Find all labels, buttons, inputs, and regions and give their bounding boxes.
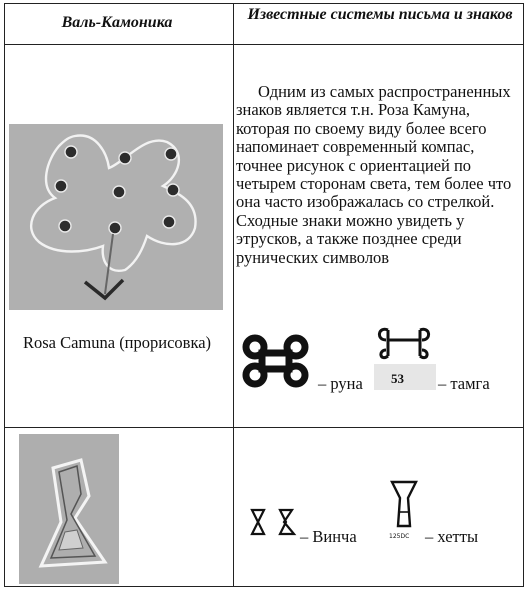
hittite-code: 125DC [389, 533, 410, 540]
header-left: Валь-Камоника [61, 14, 173, 31]
rosa-camuna-description: Одним из самых распространенных знаков является т.н. Роза Камуна, которая по своему виду более всего напоминает современный компас, точнее рисунок с ориентацией по четырем сторонам света, тем более что она часто изображалась со стрелкой. Сходные знаки можно увидеть у этрусков, а также позднее среди рунических символов [236, 82, 512, 267]
tamga-label: – тамга [438, 374, 490, 393]
hittite-label: – хетты [425, 527, 479, 546]
hittite-sign-icon [388, 478, 420, 532]
vincha-label: – Винча [300, 527, 357, 546]
vincha-signs-icon [250, 508, 304, 536]
rune-quatrefoil-icon [240, 332, 314, 390]
header-right: Известные системы письма и знаков [247, 6, 513, 23]
rosa-camuna-caption: Rosa Camuna (прорисовка) [22, 333, 212, 352]
row-divider [5, 427, 523, 428]
column-divider [233, 4, 234, 586]
hourglass-petroglyph [19, 434, 119, 584]
header-divider [5, 44, 523, 45]
tamga-number: 53 [391, 371, 404, 386]
rune-label: – руна [318, 374, 363, 393]
tamga-icon [374, 320, 436, 390]
rosa-camuna-drawing [9, 124, 223, 310]
